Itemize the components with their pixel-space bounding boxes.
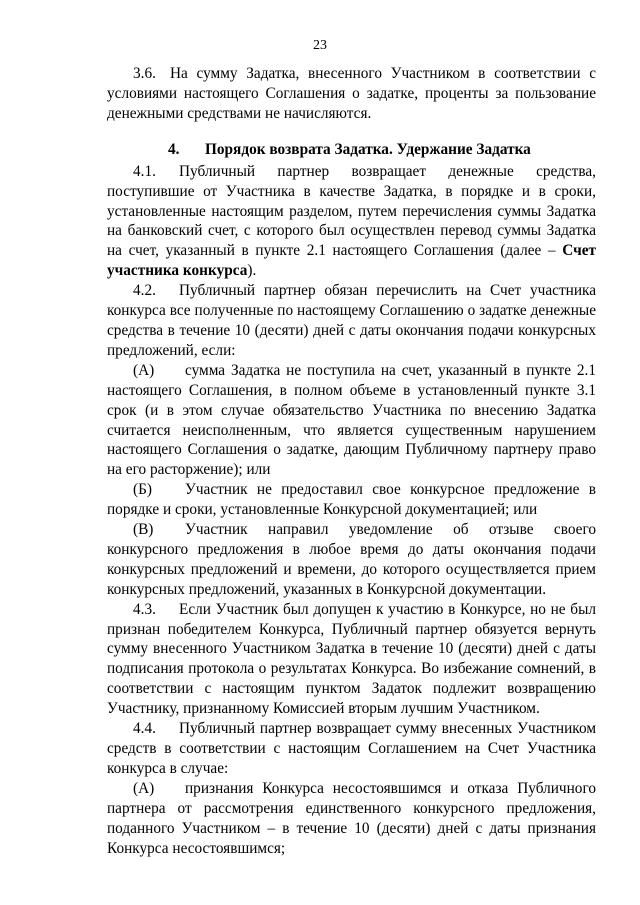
subitem-label: (А) bbox=[133, 779, 155, 797]
paragraph-number: 4.3. bbox=[133, 600, 156, 618]
subitem-text: Участник направил уведомление об отзыве своего конкурсного предложения в любое время до даты окончания подачи конкурсных предложений и времени, до которого осуществляется прием конкурсных предложений, указанных в Конкурсной документации. bbox=[107, 521, 596, 598]
paragraph-text: Публичный партнер обязан перечислить на Счет участника конкурса все полученные по настоящему Соглашению о задатке денежные средства в течение 10 (десяти) дней с даты окончания подачи конкурсных предложений, если: bbox=[107, 282, 596, 359]
subitem-label: (В) bbox=[133, 521, 154, 539]
paragraph-number: 4.4. bbox=[133, 720, 156, 738]
subitem-4-4-a bbox=[107, 779, 596, 859]
subitem-label: (Б) bbox=[133, 481, 152, 499]
paragraph-number: 3.6. bbox=[133, 65, 156, 82]
section-number: 4. bbox=[168, 140, 180, 158]
paragraph-3-6 bbox=[107, 64, 596, 124]
paragraph-4-1 bbox=[107, 162, 596, 281]
paragraph-text: Публичный партнер возвращает сумму внесенных Участником средств в соответствии с настоящим Соглашением на Счет Участника конкурса в случае: bbox=[107, 720, 596, 777]
paragraph-text-tail: ). bbox=[247, 262, 257, 280]
paragraph-text: На сумму Задатка, внесенного Участником в соответствии с условиями настоящего Соглашения о задатке, проценты за пользование денежными средствами не начисляются. bbox=[107, 65, 596, 122]
paragraph-number: 4.1. bbox=[133, 162, 156, 180]
paragraph-text: Если Участник был допущен к участию в Конкурсе, но не был признан победителем Конкурса, Публичный партнер обязуется вернуть сумму внесенного Участником Задатка в течение 10 (десяти) дней с даты подписания протокола о результатах Конкурса. Во избежание сомнений, в соответствии с настоящим пунктом Задаток подлежит возвращению Участнику, признанному Комиссией вторым лучшим Участником. bbox=[107, 600, 596, 718]
defined-term: Счет участника конкурса bbox=[107, 242, 596, 280]
document-body bbox=[107, 64, 596, 858]
paragraph-4-4 bbox=[107, 719, 596, 779]
paragraph-4-2 bbox=[107, 281, 596, 361]
section-title: Порядок возврата Задатка. Удержание Задатка bbox=[205, 140, 531, 158]
subitem-4-2-a bbox=[107, 361, 596, 480]
subitem-4-2-c bbox=[107, 520, 596, 600]
section-heading bbox=[107, 140, 596, 160]
subitem-text: Участник не предоставил свое конкурсное предложение в порядке и сроки, установленные Конкурсной документацией; или bbox=[107, 481, 596, 519]
paragraph-text: Публичный партнер возвращает денежные средства, поступившие от Участника в качестве Задатка, в порядке и в сроки, установленные настоящим разделом, путем перечисления суммы Задатка на банковский счет, с которого был осуществлен перевод суммы Задатка на счет, указанный в пункте 2.1 настоящего Соглашения (далее – bbox=[107, 162, 596, 260]
subitem-label: (А) bbox=[133, 361, 155, 379]
subitem-4-2-b bbox=[107, 480, 596, 520]
page-number: 23 bbox=[313, 38, 327, 53]
paragraph-4-3 bbox=[107, 600, 596, 719]
subitem-text: признания Конкурса несостоявшимся и отказа Публичного партнера от рассмотрения единственного конкурсного предложения, поданного Участником – в течение 10 (десяти) дней с даты признания Конкурса несостоявшимся; bbox=[107, 779, 596, 857]
paragraph-number: 4.2. bbox=[133, 282, 156, 300]
subitem-text: сумма Задатка не поступила на счет, указанный в пункте 2.1 настоящего Соглашения, в полном объеме в установленный пункте 3.1 срок (и в этом случае обязательство Участника по внесению Задатка считается неисполненным, что является существенным нарушением настоящего Соглашения о задатке, дающим Публичному партнеру право на его расторжение); или bbox=[107, 361, 596, 479]
